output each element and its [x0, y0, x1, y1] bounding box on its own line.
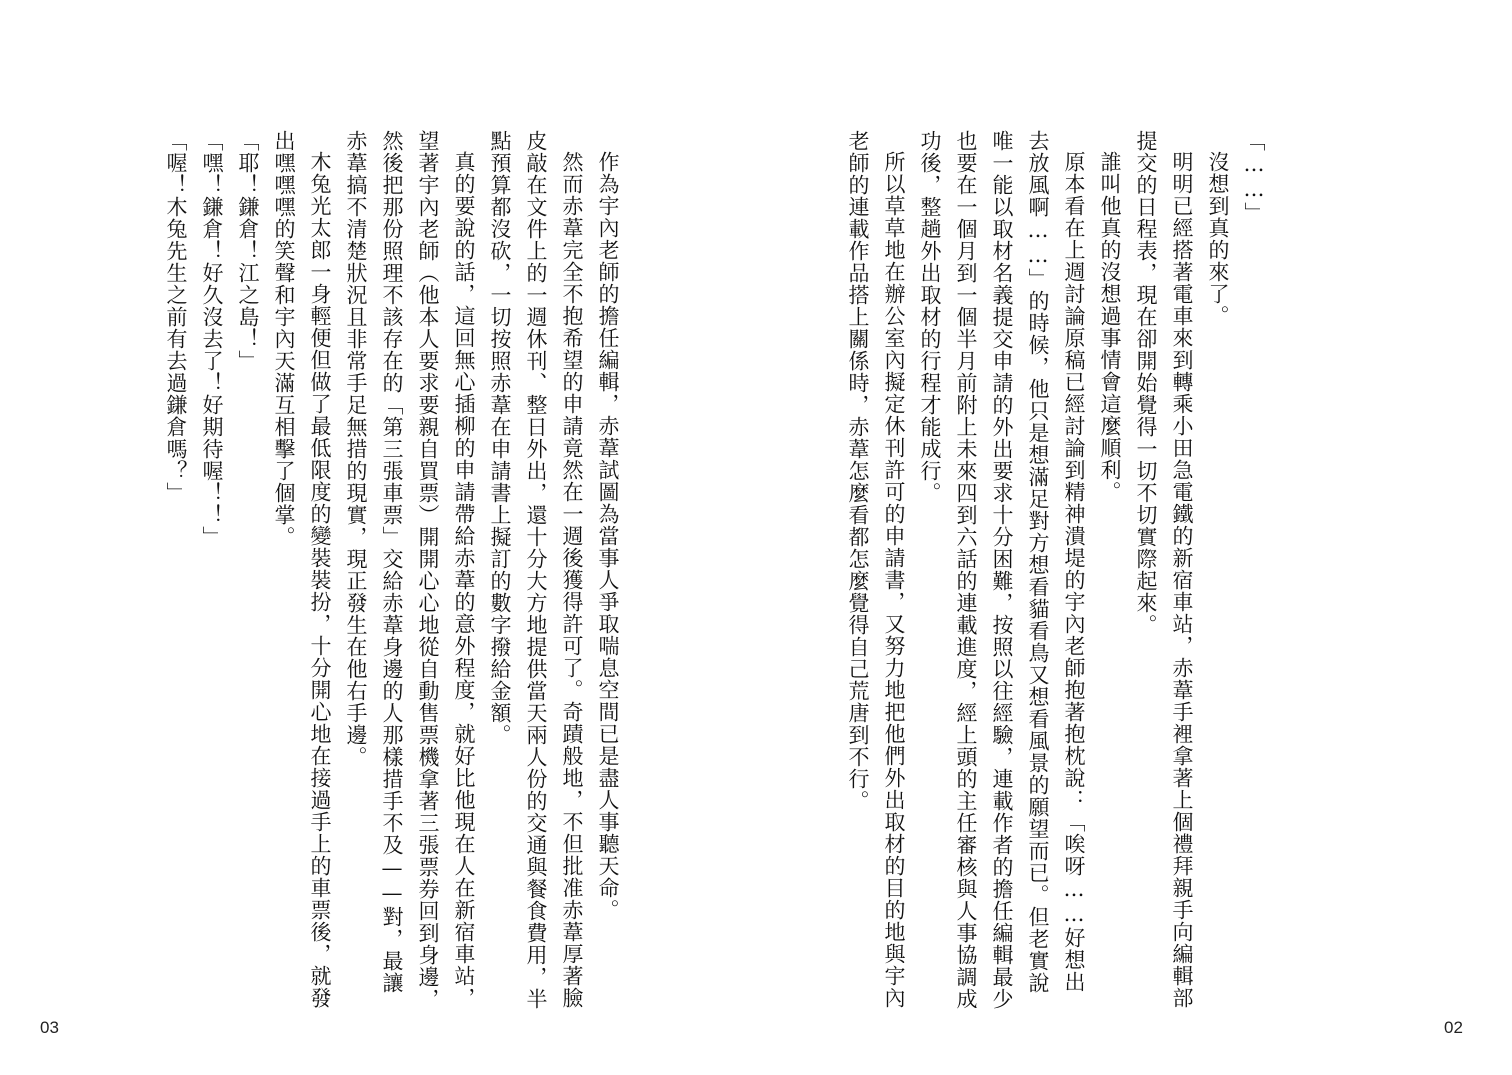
- paragraph: 明明已經搭著電車來到轉乘小田急電鐵的新宿車站，赤葦手裡拿著上個禮拜親手向編輯部提交的日程表，現在卻開始覺得一切不切實際起來。: [1134, 130, 1194, 1009]
- paragraph: 所以草草地在辦公室內擬定休刊許可的申請書，又努力地把他們外出取材的目的地與宇內老師的連載作品搭上關係時，赤葦怎麼看都怎麼覺得自己荒唐到不行。: [846, 130, 906, 1009]
- paragraph: 原本看在上週討論原稿已經討論到精神潰堤的宇內老師抱著抱枕說：「唉呀……好想出去放風啊……」的時候，他只是想滿足對方想看貓看鳥又想看風景的願望而已。但老實說唯一能以取材名義提交申請的外出要求十分困難，按照以往經驗，連載作者的擔任編輯最少也要在一個月到一個半月前附上未來四到六話的連載進度，經上頭的主任審核與人事協調成功後，整趟外出取材的行程才能成行。: [918, 130, 1086, 1010]
- dialogue-line: 「耶！鎌倉！江之島！」: [236, 130, 260, 372]
- paragraph: 沒想到真的來了。: [1206, 151, 1230, 327]
- paragraph: 木兔光太郎一身輕便但做了最低限度的變裝裝扮，十分開心地在接過手上的車票後，就發出嘿嘿嘿的笑聲和宇內天滿互相擊了個掌。: [272, 130, 332, 1009]
- right-page-body: [846, 130, 1272, 1010]
- paragraph: 誰叫他真的沒想過事情會這麼順利。: [1098, 151, 1122, 503]
- paragraph: 真的要說的話，這回無心插柳的申請帶給赤葦的意外程度，就好比他現在人在新宿車站，望著宇內老師（他本人要求要親自買票）開開心心地從自動售票機拿著三張票券回到身邊，然後把那份照理不該存在的「第三張車票」交給赤葦身邊的人那樣措手不及——對，最讓赤葦搞不清楚狀況且非常手足無措的現實，現正發生在他右手邊。: [344, 130, 476, 1010]
- left-page-body: [126, 130, 626, 1010]
- page-number-right: 02: [1444, 1018, 1463, 1037]
- dialogue-line: 「嘿！鎌倉！好久沒去了！好期待喔！！」: [200, 130, 224, 548]
- paragraph: 然而赤葦完全不抱希望的申請竟然在一週後獲得許可了。奇蹟般地，不但批准赤葦厚著臉皮敲在文件上的一週休刊、整日外出，還十分大方地提供當天兩人份的交通與餐食費用，半點預算都沒砍，一切按照赤葦在申請書上擬訂的數字撥給金額。: [488, 130, 584, 1010]
- dialogue-line: 「喔！木兔先生之前有去過鎌倉嗎？」: [164, 130, 188, 504]
- paragraph: 作為宇內老師的擔任編輯，赤葦試圖為當事人爭取喘息空間已是盡人事聽天命。: [596, 151, 620, 921]
- dialogue-line: 「……」: [1242, 130, 1266, 224]
- page-number-left: 03: [40, 1018, 59, 1037]
- right-page: [756, 0, 1512, 1075]
